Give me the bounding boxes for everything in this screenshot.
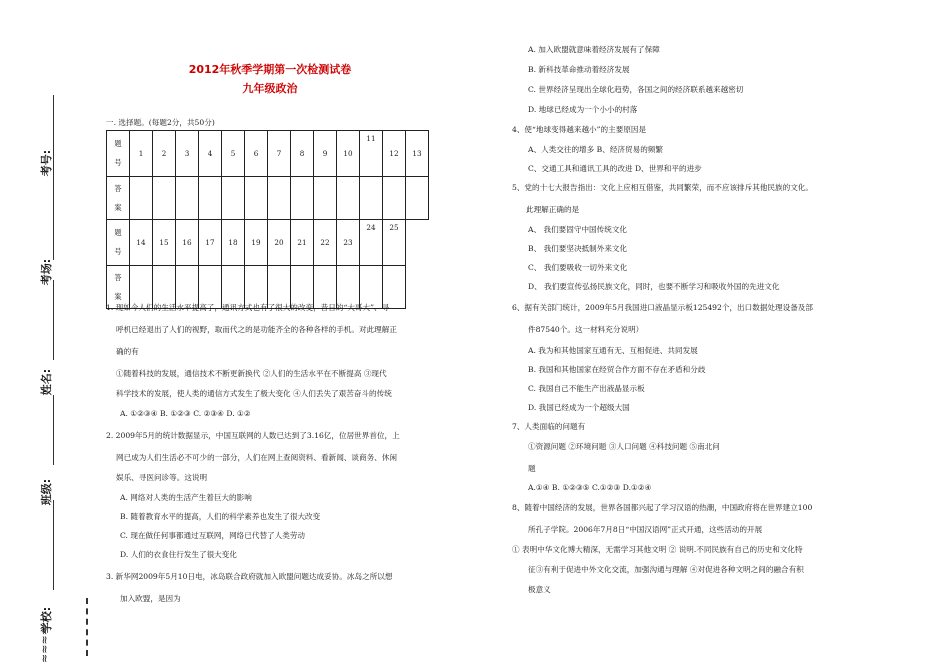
left-line: 加入欧盟，是因为 [120, 594, 181, 603]
right-line: 征③有利于促进中外文化交流，加强沟通与理解 ④对促进各种文明之间的融合有积 [528, 565, 804, 574]
right-line: A. 加入欧盟就意味着经济发展有了保障 [528, 45, 660, 54]
right-line: A、人类交往的增多 B、经济贸易的频繁 [528, 145, 663, 154]
right-line: C. 世界经济呈现出全球化趋势，各国之间的经济联系越来越密切 [528, 85, 744, 94]
left-line: 2. 2009年5月的统计数据显示，中国互联网的人数已达到了3.16亿，位居世界首位，上 [106, 431, 400, 440]
table-row: 答 案 [107, 266, 429, 309]
left-line: 呼机已经退出了人们的视野，取而代之的是功能齐全的各种各样的手机。对此理解正 [116, 325, 397, 334]
right-line: ①资源问题 ②环境问题 ③人口问题 ④科技问题 ⑤南北问 [528, 442, 720, 451]
binding-line-2 [53, 205, 54, 260]
exam-title: 2012年秋季学期第一次检测试卷 [188, 63, 352, 76]
left-line: A. ①②③④ B. ①②③ C. ②③④ D. ①② [120, 409, 251, 418]
table-row: 答 案 [107, 177, 429, 220]
right-line: A. 我为和其他国家互通有无、互相促进、共同发展 [528, 346, 698, 355]
right-line: 极意义 [528, 585, 551, 594]
left-line: 娱乐、寻医问诊等。这说明 [116, 473, 208, 482]
right-line: A.①④ B. ①②③⑤ C.①②③ D.①②④ [528, 483, 652, 492]
right-line: 7、人类面临的问题有 [512, 422, 586, 431]
right-line: 题 [528, 464, 536, 473]
right-line: 8、随着中国经济的发展，世界各国都兴起了学习汉语的热潮，中国政府将在世界建立100 [512, 503, 813, 512]
right-line: B、 我们要坚决抵制外来文化 [528, 244, 628, 253]
exam-room-label: 考场: [40, 258, 54, 286]
right-line: D. 我国已经成为一个超级大国 [528, 403, 630, 412]
class-label: 班级: [40, 478, 54, 506]
left-line: 网已成为人们生活必不可少的一部分，人们在网上查阅资料、看新闻、谈商务、休闲 [116, 453, 397, 462]
exam-no-label: 考号: [40, 149, 54, 177]
right-line: 5、党的十七大报告指出：文化上应相互借鉴，共同繁荣，而不应该排斥其他民族的文化。 [512, 183, 813, 192]
name-label: 姓名: [40, 368, 54, 396]
left-line: 1. 现如今人们的生活水平提高了，通讯方式也有了很大的改变，昔日的“大哥大”、寻 [106, 303, 390, 312]
binding-line-4 [53, 395, 54, 465]
right-line: 所孔子学院。2006年7月8日“中国汉语网”正式开通，这些活动的开展 [528, 525, 763, 534]
left-line: 3. 新华网2009年5月10日电，冰岛联合政府就加入欧盟问题达成妥协。冰岛之所以想 [106, 572, 393, 581]
answer-table [106, 130, 429, 309]
exam-subtitle: 九年级政治 [242, 82, 298, 95]
right-line: C、 我们要吸收一切外来文化 [528, 263, 628, 272]
left-line: D. 人们的衣食住行发生了很大变化 [120, 550, 237, 559]
right-line: B. 新科技革命推动着经济发展 [528, 65, 630, 74]
left-line: ①随着科技的发展，通信技术不断更新换代 ②人们的生活水平在不断提高 ③现代 [116, 369, 387, 378]
right-line: 此理解正确的是 [526, 205, 580, 214]
binding-line-5 [53, 500, 54, 590]
right-line: A、 我们要固守中国传统文化 [528, 225, 628, 234]
left-line: 科学技术的发展，使人类的通信方式发生了极大变化 ④人们丢失了艰苦奋斗的传统 [116, 389, 392, 398]
left-line: A. 网络对人类的生活产生着巨大的影响 [120, 493, 252, 502]
right-line: ① 表明中华文化博大精深，无需学习其他文明 ② 说明.不同民族有自己的历史和文化特 [512, 545, 803, 554]
left-line: C. 现在做任何事都通过互联网，网络已代替了人类劳动 [120, 531, 306, 540]
cut-dashed-line [86, 598, 88, 656]
table-row: 题 号 14 15 16 17 18 19 20 21 22 23 24 25 [107, 220, 429, 266]
school-label: 学校: [40, 606, 54, 634]
right-line: 6、据有关部门统计，2009年5月我国进口液晶显示板125492个，出口数据处理设备及部 [512, 303, 813, 312]
right-line: 4、使“地球变得越来越小”的主要原因是 [512, 125, 647, 134]
left-line: 确的有 [116, 347, 139, 356]
section-heading: 一. 选择题。(每题2分，共50分) [106, 118, 215, 127]
binding-line-3 [53, 280, 54, 360]
right-line: C. 我国自己不能生产出液晶显示板 [528, 384, 645, 393]
left-line: B. 随着教育水平的提高，人们的科学素养也发生了很大改变 [120, 512, 321, 521]
right-line: D. 地球已经成为一个小小的村落 [528, 105, 638, 114]
right-line: C、交通工具和通讯工具的改进 D、世界和平的进步 [528, 164, 702, 173]
right-line: 件87540个。这一材料充分说明） [528, 325, 644, 334]
right-line: D、 我们要宣传弘扬民族文化，同时，也要不断学习和吸收外国的先进文化 [528, 282, 780, 291]
wave-decoration: ≈≈≈≈ [37, 626, 51, 663]
table-row: 题 号 1 2 3 4 5 6 7 8 9 10 11 12 13 [107, 131, 429, 177]
right-line: B. 我国和其他国家在经贸合作方面不存在矛盾和分歧 [528, 365, 706, 374]
